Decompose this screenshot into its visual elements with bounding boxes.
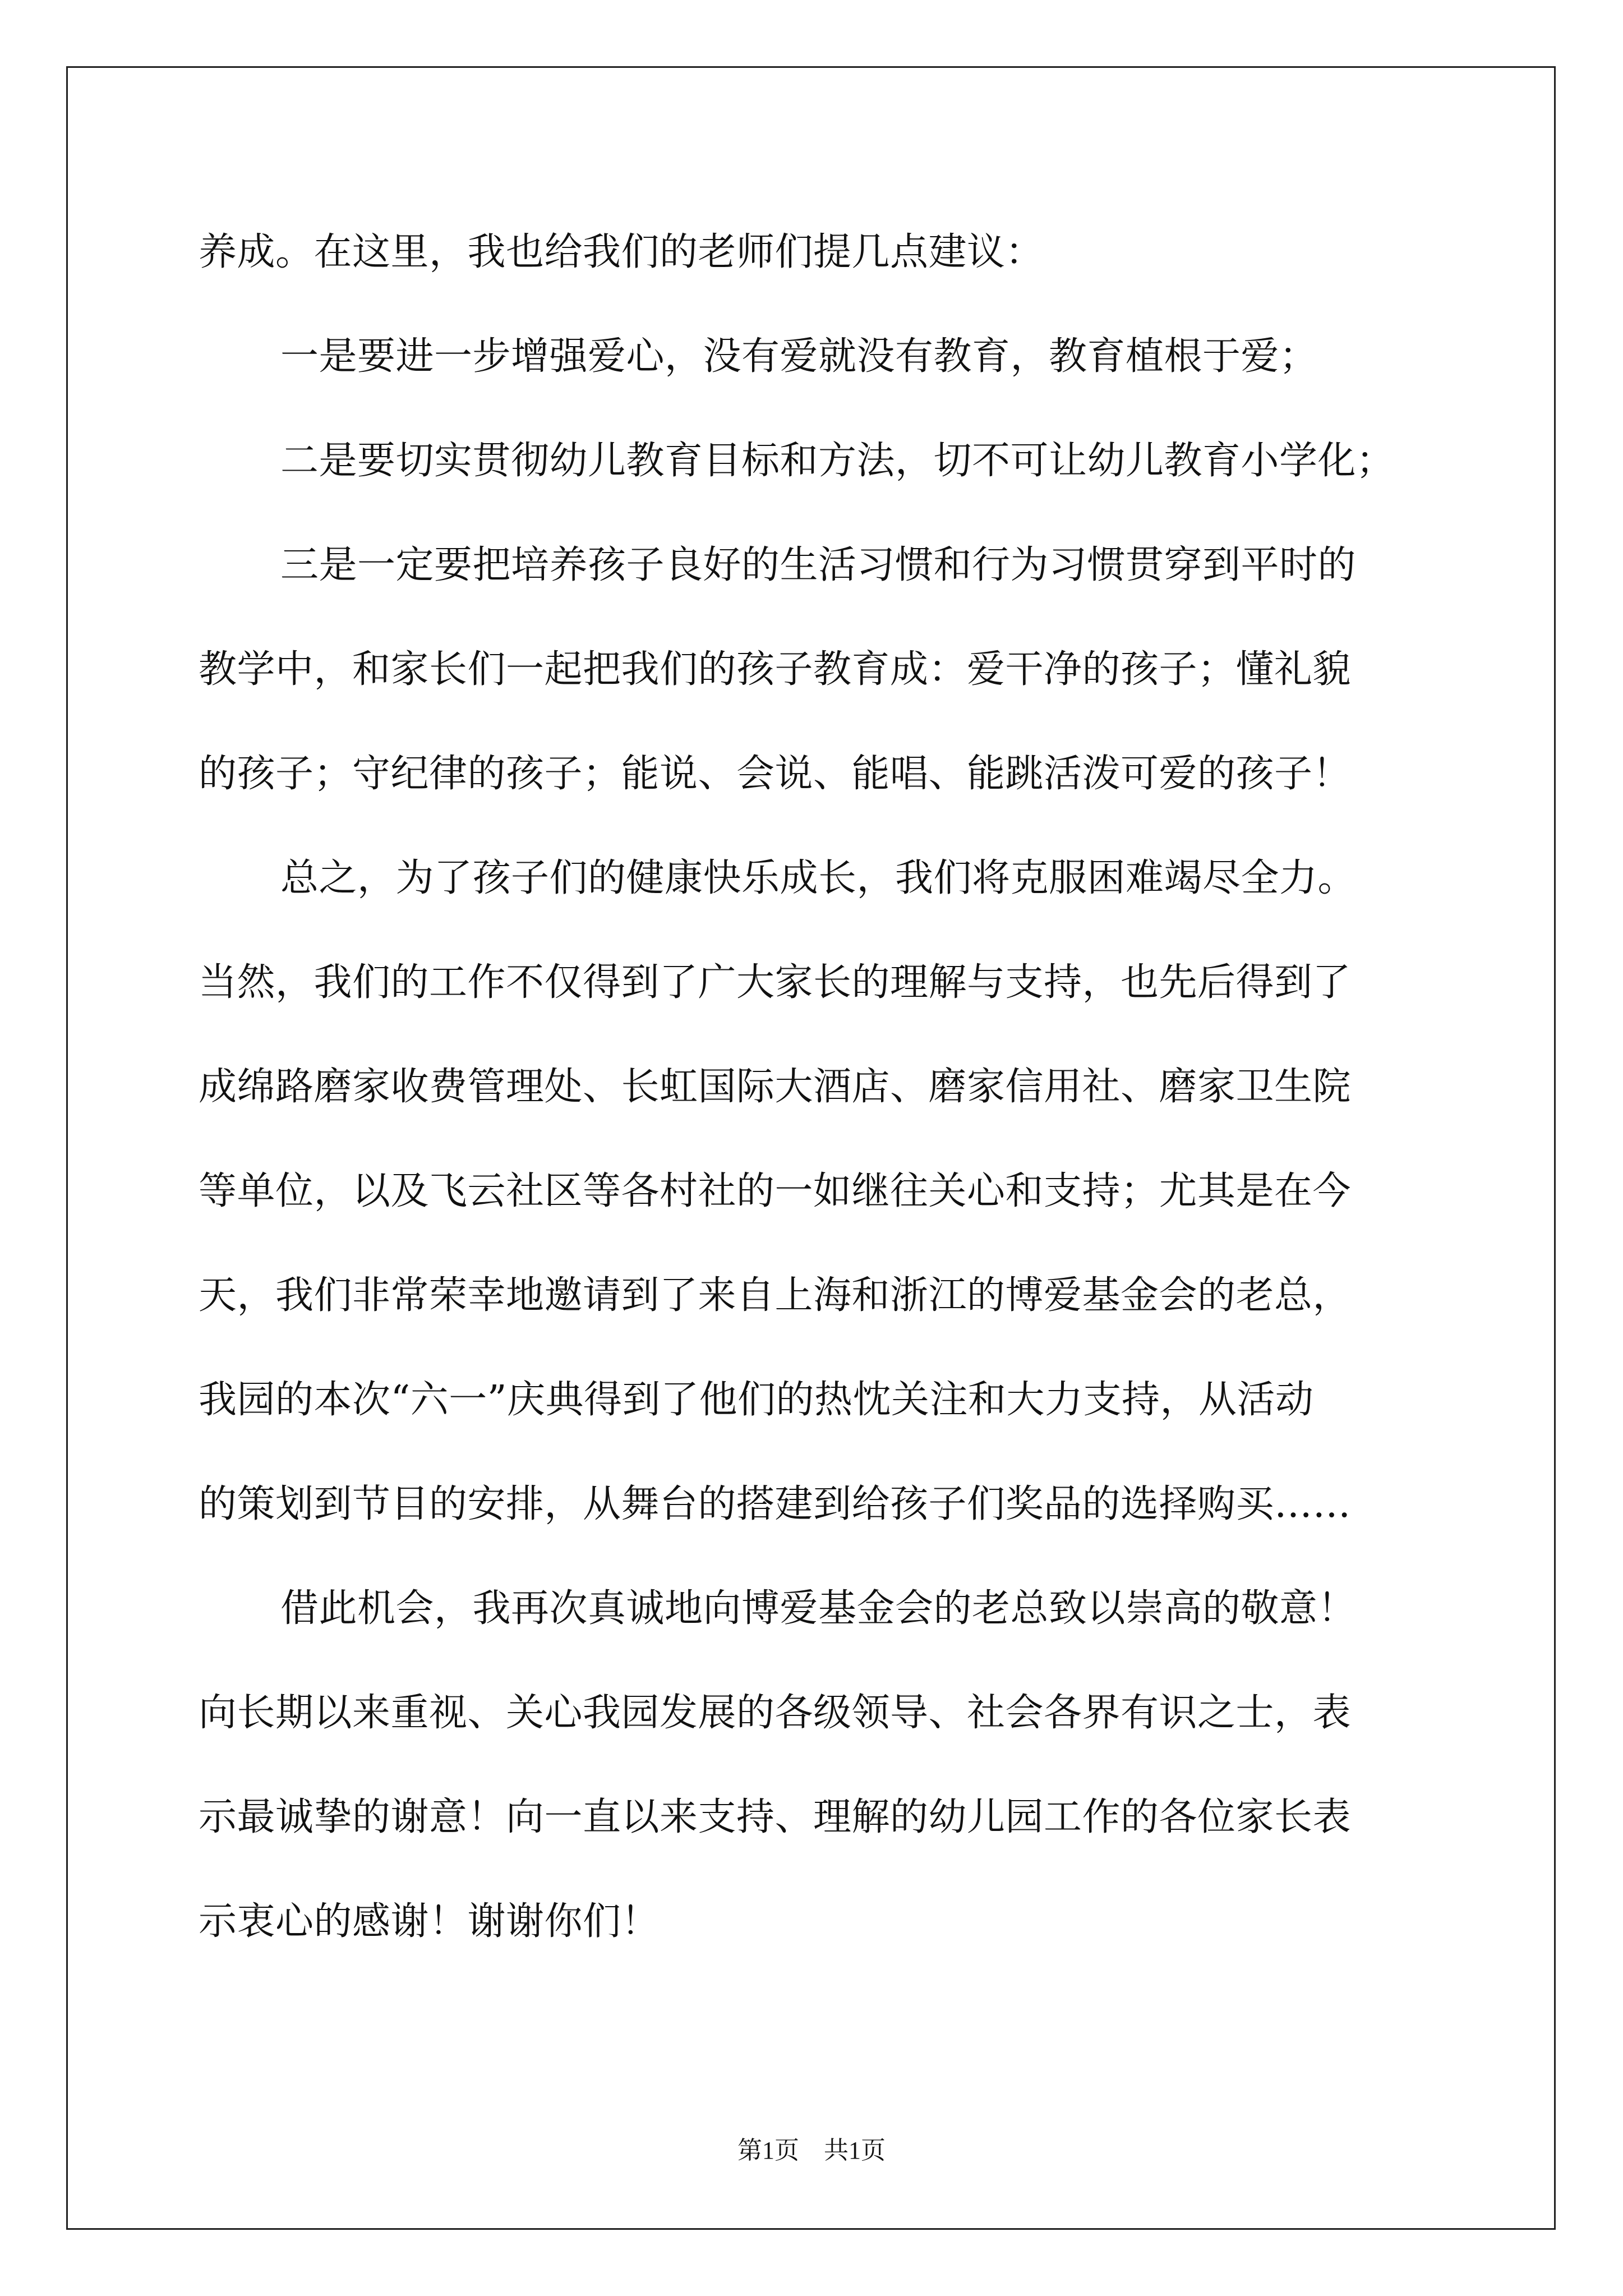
text-line: 一是要进一步增强爱心，没有爱就没有教育，教育植根于爱； — [280, 334, 1318, 379]
text-line: 向长期以来重视、关心我园发展的各级领导、社会各界有识之士，表 — [199, 1691, 1352, 1735]
text-line: 借此机会，我再次真诚地向博爱基金会的老总致以崇高的敬意！ — [280, 1586, 1357, 1631]
text-line: 成绵路磨家收费管理处、长虹国际大酒店、磨家信用社、磨家卫生院 — [199, 1065, 1352, 1109]
text-line: 养成。在这里，我也给我们的老师们提几点建议： — [199, 230, 1044, 274]
text-line: 示衷心的感谢！谢谢你们！ — [199, 1899, 660, 1944]
document-body — [199, 223, 1427, 1997]
text-line: 的孩子；守纪律的孩子；能说、会说、能唱、能跳活泼可爱的孩子！ — [199, 752, 1352, 796]
text-line: 示最诚挚的谢意！向一直以来支持、理解的幼儿园工作的各位家长表 — [199, 1795, 1352, 1839]
text-line: 天，我们非常荣幸地邀请到了来自上海和浙江的博爱基金会的老总， — [199, 1273, 1352, 1318]
text-line: 教学中，和家长们一起把我们的孩子教育成：爱干净的孩子；懂礼貌 — [199, 647, 1352, 692]
text-line: 我园的本次“六一”庆典得到了他们的热忱关注和大力支持，从活动 — [199, 1378, 1314, 1422]
text-line: 的策划到节目的安排，从舞台的搭建到给孩子们奖品的选择购买…… — [199, 1482, 1352, 1526]
text-line: 总之，为了孩子们的健康快乐成长，我们将克服困难竭尽全力。 — [280, 856, 1357, 900]
text-line: 二是要切实贯彻幼儿教育目标和方法，切不可让幼儿教育小学化； — [280, 439, 1395, 483]
text-line: 当然，我们的工作不仅得到了广大家长的理解与支持，也先后得到了 — [199, 960, 1352, 1005]
text-line: 等单位，以及飞云社区等各村社的一如继往关心和支持；尤其是在今 — [199, 1169, 1352, 1213]
text-line: 三是一定要把培养孩子良好的生活习惯和行为习惯贯穿到平时的 — [280, 543, 1357, 587]
page-number: 第1页 共1页 — [737, 2137, 886, 2164]
